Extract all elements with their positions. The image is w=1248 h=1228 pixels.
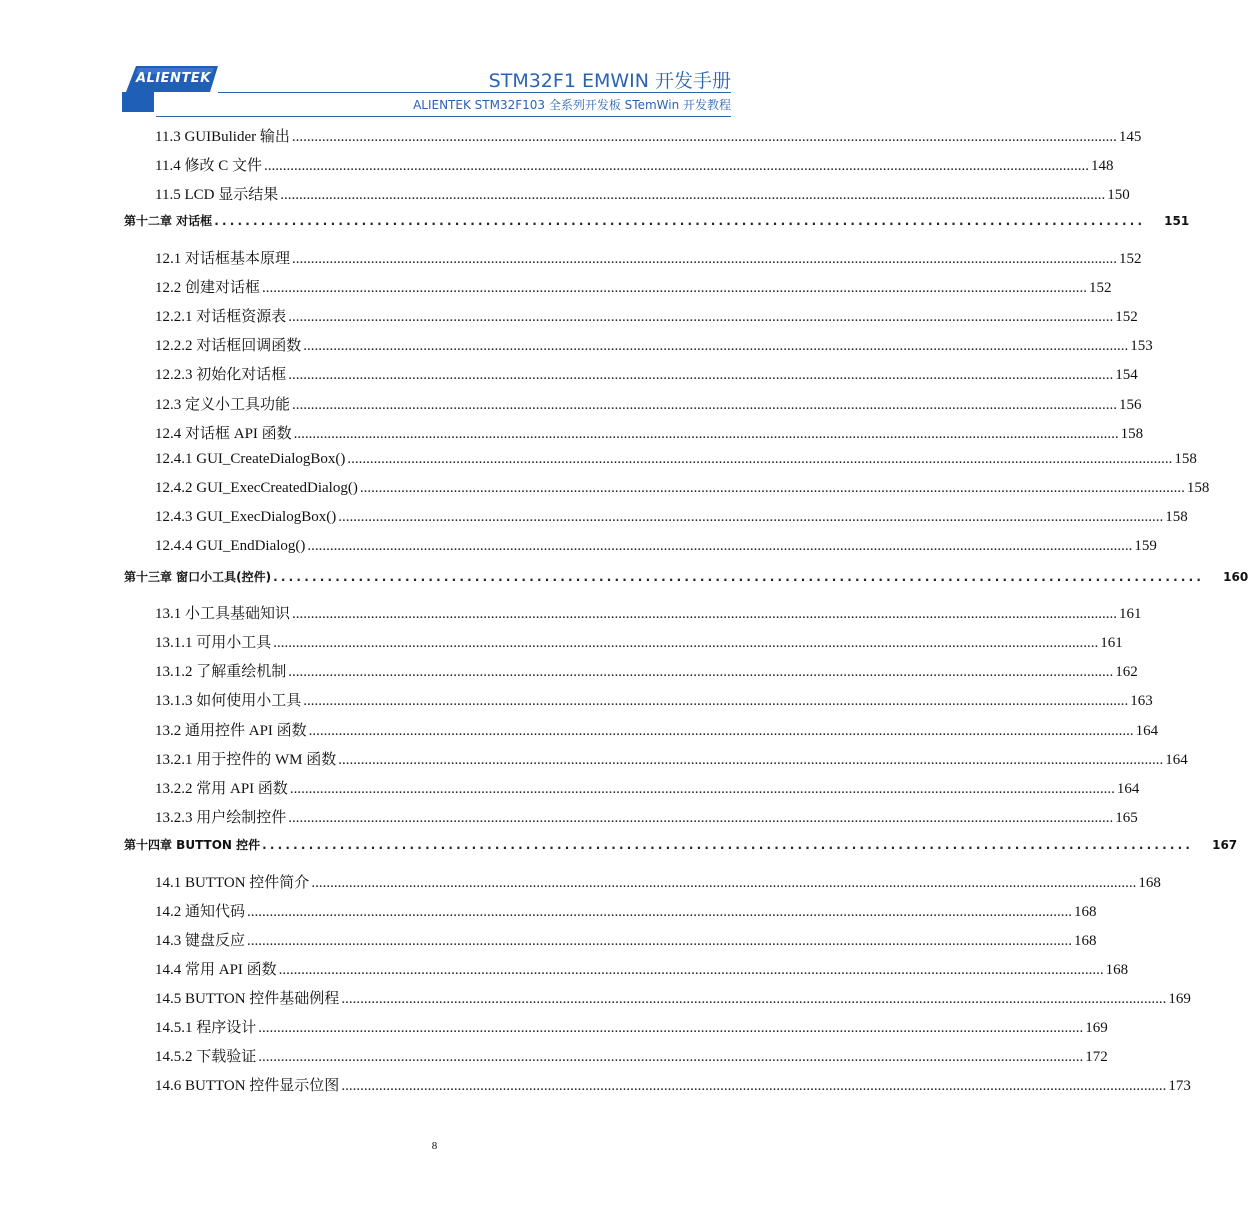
toc-entry-title: 14.3 键盘反应 <box>155 933 246 949</box>
toc-entry-title: 第十二章 对话框 <box>124 214 213 228</box>
toc-entry-title: 14.5 BUTTON 控件基础例程 <box>155 991 340 1007</box>
toc-page-number: 154 <box>1115 367 1138 383</box>
toc-entry-title: 12.4 对话框 API 函数 <box>155 426 292 442</box>
toc-section-entry[interactable] <box>155 538 1157 555</box>
toc-entry-title: 11.5 LCD 显示结果 <box>155 187 279 203</box>
toc-entry-title: 13.2.2 常用 API 函数 <box>155 781 288 797</box>
toc-page-number: 148 <box>1090 158 1114 174</box>
toc-entry-title: 13.1.3 如何使用小工具 <box>155 693 302 709</box>
toc-page-number: 150 <box>1107 187 1130 203</box>
toc-leader-dots: ............................................................................................................................................................................................................................ <box>258 1049 1084 1065</box>
toc-section-entry[interactable] <box>155 929 1097 950</box>
toc-leader-dots: ............................................................................................................................................................................................................................ <box>280 187 1106 203</box>
header-subtitle: ALIENTEK STM32F103 全系列开发板 STemWin 开发教程 <box>413 98 731 112</box>
toc-section-entry[interactable] <box>155 958 1129 979</box>
toc-section-entry[interactable] <box>155 1016 1108 1037</box>
toc-leader-dots: ............................................................................................................................................................................................................................ <box>247 933 1073 949</box>
toc-page-number: 172 <box>1085 1049 1108 1065</box>
toc-entry-title: 13.1.2 了解重绘机制 <box>155 664 287 680</box>
toc-entry-title: 14.1 BUTTON 控件简介 <box>155 875 310 891</box>
toc-page-number: 164 <box>1135 723 1159 739</box>
toc-entry-title: 14.6 BUTTON 控件显示位图 <box>155 1078 340 1094</box>
toc-section-entry[interactable] <box>155 305 1138 326</box>
toc-leader-dots: ............................................................................................................................................................................................................................ <box>338 509 1164 525</box>
toc-section-entry[interactable] <box>155 125 1142 146</box>
toc-chapter-entry[interactable] <box>124 836 1238 853</box>
toc-page-number: 167 <box>1212 838 1238 852</box>
toc-page-number: 160 <box>1223 570 1248 584</box>
toc-section-entry[interactable] <box>155 480 1210 497</box>
toc-leader-dots: ............................................................................................................................................................................................................................ <box>347 451 1173 467</box>
toc-leader-dots: ............................................................................................................................................................................................................................ <box>278 962 1104 978</box>
toc-leader-dots: ............................................................................................................................................................................................................................ <box>311 875 1137 891</box>
toc-page-number: 145 <box>1118 129 1142 145</box>
toc-page-number: 153 <box>1130 338 1153 354</box>
toc-page-number: 151 <box>1164 214 1190 228</box>
toc-entry-title: 12.2.2 对话框回调函数 <box>155 338 302 354</box>
toc-leader-dots: ............................................................................................................................................................................................................................ <box>263 158 1089 174</box>
toc-leader-dots: ............................................................................................................................................................................................................................ <box>303 338 1129 354</box>
toc-entry-title: 11.3 GUIBulider 输出 <box>155 129 290 145</box>
toc-leader-dots: ............................................................................................................................................................................................................................ <box>307 538 1133 554</box>
toc-page-number: 168 <box>1074 904 1097 920</box>
toc-leader-dots: ............................................................................................................................................................................................................................ <box>258 1020 1084 1036</box>
toc-page-number: 168 <box>1138 875 1161 891</box>
toc-entry-title: 14.5.1 程序设计 <box>155 1020 257 1036</box>
toc-entry-title: 14.5.2 下载验证 <box>155 1049 257 1065</box>
toc-page-number: 158 <box>1165 509 1188 525</box>
toc-leader-dots: ............................................................................................................................................................................................................................ <box>288 810 1114 826</box>
toc-leader-dots: ............................................................................................................................................................................................................................ <box>288 309 1114 325</box>
toc-section-entry[interactable] <box>155 602 1142 623</box>
header-title: STM32F1 EMWIN 开发手册 <box>488 70 731 92</box>
toc-page-number: 152 <box>1089 280 1112 296</box>
toc-entry-title: 12.3 定义小工具功能 <box>155 397 291 413</box>
toc-leader-dots: ........................................................................................................................ <box>262 838 1194 852</box>
toc-entry-title: 13.1.1 可用小工具 <box>155 635 272 651</box>
toc-page-number: 164 <box>1116 781 1140 797</box>
toc-page-number: 169 <box>1168 991 1191 1007</box>
toc-entry-title: 13.1 小工具基础知识 <box>155 606 291 622</box>
toc-page-number: 162 <box>1115 664 1138 680</box>
toc-section-entry[interactable] <box>155 806 1138 827</box>
toc-leader-dots: ............................................................................................................................................................................................................................ <box>341 1078 1167 1094</box>
alientek-logo <box>122 66 218 112</box>
toc-entry-title: 12.4.4 GUI_EndDialog() <box>155 538 306 554</box>
toc-page-number: 168 <box>1074 933 1097 949</box>
toc-entry-title: 11.4 修改 C 文件 <box>155 158 262 174</box>
toc-entry-title: 12.2.3 初始化对话框 <box>155 367 287 383</box>
toc-entry-title: 第十三章 窗口小工具(控件) <box>124 570 272 584</box>
toc-entry-title: 12.4.2 GUI_ExecCreatedDialog() <box>155 480 358 496</box>
toc-section-entry[interactable] <box>155 660 1138 681</box>
toc-section-entry[interactable] <box>155 900 1097 921</box>
toc-section-entry[interactable] <box>155 154 1114 175</box>
toc-page-number: 159 <box>1134 538 1157 554</box>
toc-section-entry[interactable] <box>155 631 1123 652</box>
toc-section-entry[interactable] <box>155 183 1130 204</box>
toc-leader-dots: ........................................................................................................................ <box>214 214 1146 228</box>
toc-leader-dots: ............................................................................................................................................................................................................................ <box>293 426 1119 442</box>
toc-section-entry[interactable] <box>155 719 1159 740</box>
toc-entry-title: 12.2 创建对话框 <box>155 280 261 296</box>
toc-entry-title: 12.2.1 对话框资源表 <box>155 309 287 325</box>
toc-leader-dots: ............................................................................................................................................................................................................................ <box>288 367 1114 383</box>
toc-section-entry[interactable] <box>155 748 1188 769</box>
toc-section-entry[interactable] <box>155 1074 1191 1095</box>
toc-leader-dots: ............................................................................................................................................................................................................................ <box>292 397 1118 413</box>
toc-page-number: 165 <box>1115 810 1138 826</box>
toc-leader-dots: ............................................................................................................................................................................................................................ <box>292 251 1118 267</box>
toc-entry-title: 12.4.3 GUI_ExecDialogBox() <box>155 509 337 525</box>
toc-page-number: 164 <box>1165 752 1188 768</box>
toc-leader-dots: ............................................................................................................................................................................................................................ <box>262 280 1088 296</box>
toc-page-number: 152 <box>1115 309 1138 325</box>
toc-entry-title: 第十四章 BUTTON 控件 <box>124 838 261 852</box>
toc-page-number: 158 <box>1186 480 1210 496</box>
toc-entry-title: 12.1 对话框基本原理 <box>155 251 291 267</box>
logo-square-icon <box>122 92 154 112</box>
toc-section-entry[interactable] <box>155 247 1142 268</box>
toc-page-number: 161 <box>1119 606 1142 622</box>
toc-leader-dots: ............................................................................................................................................................................................................................ <box>359 480 1185 496</box>
toc-page-number: 158 <box>1174 451 1197 467</box>
header-divider <box>218 92 731 93</box>
toc-leader-dots: ............................................................................................................................................................................................................................ <box>273 635 1099 651</box>
toc-page-number: 163 <box>1130 693 1153 709</box>
toc-section-entry[interactable] <box>155 363 1138 384</box>
toc-section-entry[interactable] <box>155 276 1112 297</box>
toc-page-number: 158 <box>1120 426 1144 442</box>
toc-entry-title: 14.4 常用 API 函数 <box>155 962 277 978</box>
toc-page-number: 168 <box>1105 962 1129 978</box>
toc-section-entry[interactable] <box>155 334 1153 355</box>
toc-section-entry[interactable] <box>155 777 1140 798</box>
toc-section-entry[interactable] <box>155 451 1197 468</box>
toc-entry-title: 12.4.1 GUI_CreateDialogBox() <box>155 451 346 467</box>
toc-section-entry[interactable] <box>155 871 1161 892</box>
toc-section-entry[interactable] <box>155 393 1142 414</box>
toc-leader-dots: ............................................................................................................................................................................................................................ <box>338 752 1164 768</box>
toc-leader-dots: ............................................................................................................................................................................................................................ <box>247 904 1073 920</box>
toc-page-number: 173 <box>1168 1078 1191 1094</box>
toc-leader-dots: ........................................................................................................................ <box>273 570 1205 584</box>
toc-page-number: 152 <box>1119 251 1142 267</box>
toc-leader-dots: ............................................................................................................................................................................................................................ <box>341 991 1167 1007</box>
toc-leader-dots: ............................................................................................................................................................................................................................ <box>308 723 1134 739</box>
toc-leader-dots: ............................................................................................................................................................................................................................ <box>292 606 1118 622</box>
toc-chapter-entry[interactable] <box>124 212 1190 229</box>
toc-entry-title: 14.2 通知代码 <box>155 904 246 920</box>
logo-text: ALIENTEK <box>136 71 211 86</box>
toc-page-number: 161 <box>1100 635 1123 651</box>
toc-entry-title: 13.2 通用控件 API 函数 <box>155 723 307 739</box>
toc-section-entry[interactable] <box>155 987 1191 1008</box>
page-number: 8 <box>431 1140 438 1152</box>
page-header <box>0 0 869 118</box>
toc-page-number: 169 <box>1085 1020 1108 1036</box>
toc-leader-dots: ............................................................................................................................................................................................................................ <box>288 664 1114 680</box>
toc-page-number: 156 <box>1119 397 1142 413</box>
toc-section-entry[interactable] <box>155 689 1153 710</box>
toc-entry-title: 13.2.3 用户绘制控件 <box>155 810 287 826</box>
toc-leader-dots: ............................................................................................................................................................................................................................ <box>289 781 1115 797</box>
toc-leader-dots: ............................................................................................................................................................................................................................ <box>291 129 1117 145</box>
header-underline <box>156 116 731 117</box>
toc-section-entry[interactable] <box>155 509 1188 526</box>
toc-entry-title: 13.2.1 用于控件的 WM 函数 <box>155 752 337 768</box>
toc-chapter-entry[interactable] <box>124 568 1248 585</box>
toc-section-entry[interactable] <box>155 422 1144 443</box>
toc-leader-dots: ............................................................................................................................................................................................................................ <box>303 693 1129 709</box>
toc-section-entry[interactable] <box>155 1045 1108 1066</box>
